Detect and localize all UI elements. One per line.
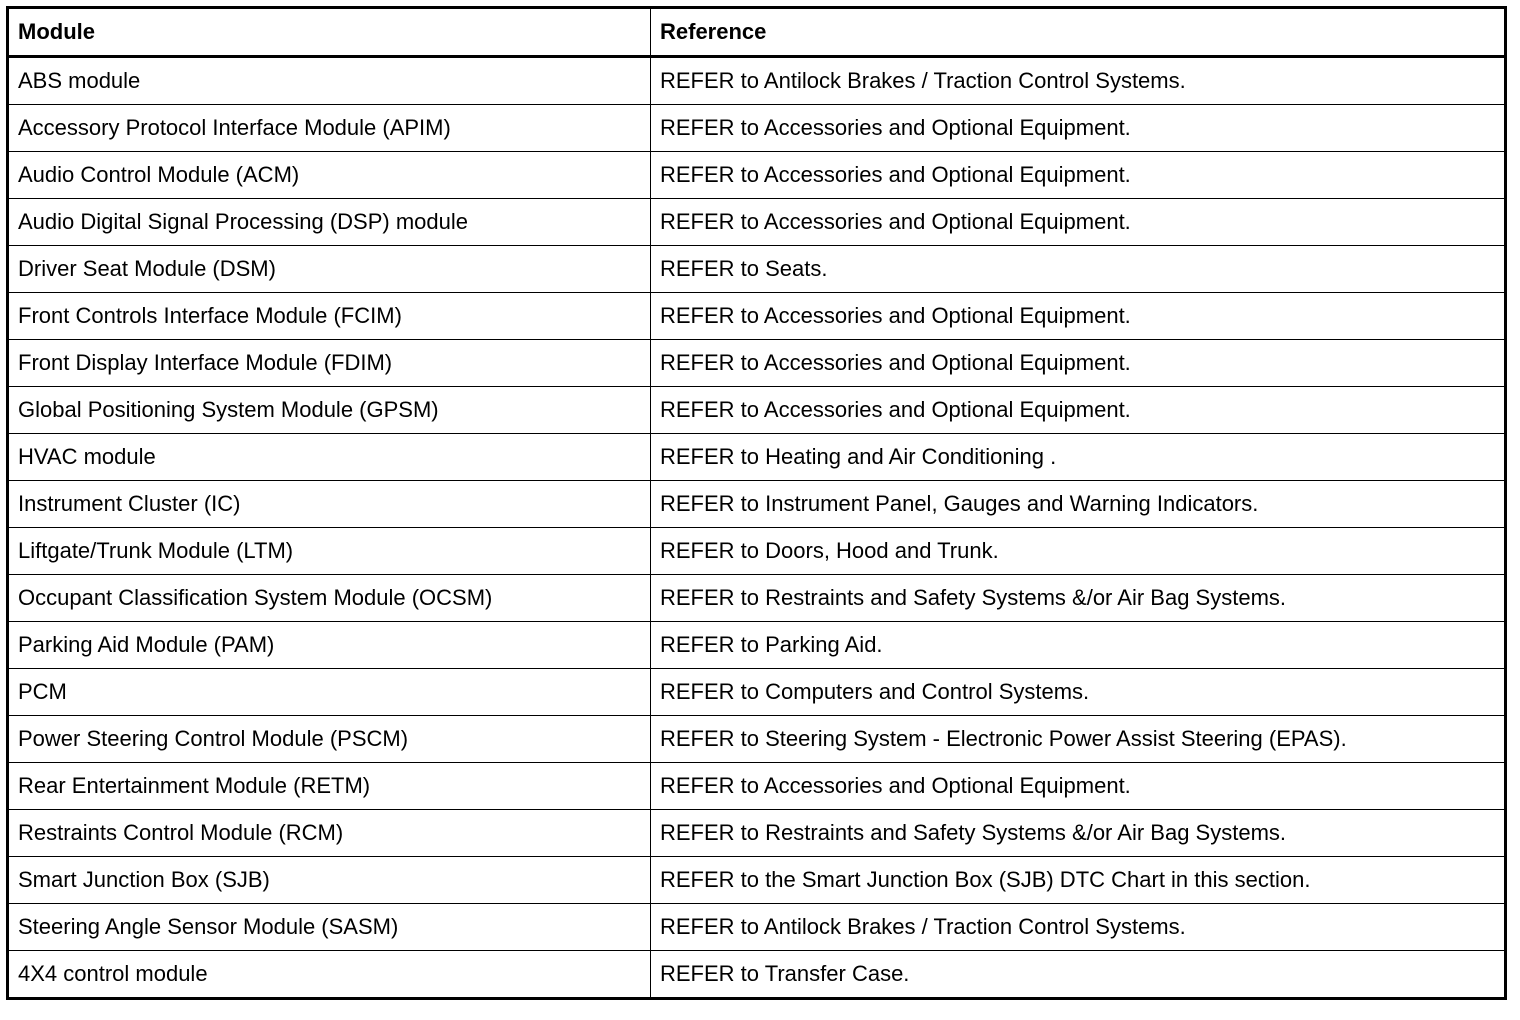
table-row (8, 246, 1506, 293)
column-header-module: Module (8, 8, 651, 57)
module-cell: Accessory Protocol Interface Module (APIM) (8, 105, 651, 152)
table-row (8, 669, 1506, 716)
module-cell: PCM (8, 669, 651, 716)
reference-cell: REFER to Accessories and Optional Equipment. (651, 293, 1506, 340)
column-header-reference: Reference (651, 8, 1506, 57)
reference-cell: REFER to Accessories and Optional Equipment. (651, 763, 1506, 810)
module-cell: HVAC module (8, 434, 651, 481)
table-row (8, 622, 1506, 669)
header-row (8, 8, 1506, 57)
reference-cell: REFER to Accessories and Optional Equipment. (651, 199, 1506, 246)
table-row (8, 575, 1506, 622)
reference-cell: REFER to Accessories and Optional Equipment. (651, 387, 1506, 434)
reference-cell: REFER to Accessories and Optional Equipment. (651, 152, 1506, 199)
table-row (8, 199, 1506, 246)
table-row (8, 340, 1506, 387)
module-cell: Restraints Control Module (RCM) (8, 810, 651, 857)
module-cell: Audio Digital Signal Processing (DSP) module (8, 199, 651, 246)
table-header (8, 8, 1506, 57)
table-row (8, 293, 1506, 340)
module-cell: Front Controls Interface Module (FCIM) (8, 293, 651, 340)
module-cell: Power Steering Control Module (PSCM) (8, 716, 651, 763)
table-row (8, 387, 1506, 434)
reference-cell: REFER to Heating and Air Conditioning . (651, 434, 1506, 481)
module-cell: Liftgate/Trunk Module (LTM) (8, 528, 651, 575)
module-cell: Occupant Classification System Module (OCSM) (8, 575, 651, 622)
module-cell: Smart Junction Box (SJB) (8, 857, 651, 904)
table-row (8, 904, 1506, 951)
table-row (8, 716, 1506, 763)
reference-cell: REFER to Restraints and Safety Systems &/or Air Bag Systems. (651, 810, 1506, 857)
table-row (8, 105, 1506, 152)
module-cell: Parking Aid Module (PAM) (8, 622, 651, 669)
reference-cell: REFER to Parking Aid. (651, 622, 1506, 669)
reference-cell: REFER to Accessories and Optional Equipment. (651, 340, 1506, 387)
module-cell: ABS module (8, 57, 651, 105)
table-row (8, 528, 1506, 575)
module-cell: Instrument Cluster (IC) (8, 481, 651, 528)
table-body (8, 57, 1506, 999)
reference-cell: REFER to Instrument Panel, Gauges and Warning Indicators. (651, 481, 1506, 528)
reference-cell: REFER to Antilock Brakes / Traction Control Systems. (651, 57, 1506, 105)
reference-cell: REFER to Accessories and Optional Equipment. (651, 105, 1506, 152)
module-cell: Front Display Interface Module (FDIM) (8, 340, 651, 387)
reference-cell: REFER to the Smart Junction Box (SJB) DTC Chart in this section. (651, 857, 1506, 904)
module-cell: 4X4 control module (8, 951, 651, 999)
table-row (8, 763, 1506, 810)
module-reference-table (6, 6, 1507, 1000)
module-cell: Rear Entertainment Module (RETM) (8, 763, 651, 810)
table-row (8, 951, 1506, 999)
reference-cell: REFER to Antilock Brakes / Traction Control Systems. (651, 904, 1506, 951)
table-row (8, 152, 1506, 199)
module-cell: Audio Control Module (ACM) (8, 152, 651, 199)
module-cell: Driver Seat Module (DSM) (8, 246, 651, 293)
table-row (8, 810, 1506, 857)
module-cell: Steering Angle Sensor Module (SASM) (8, 904, 651, 951)
reference-cell: REFER to Doors, Hood and Trunk. (651, 528, 1506, 575)
reference-cell: REFER to Computers and Control Systems. (651, 669, 1506, 716)
table-row (8, 57, 1506, 105)
reference-cell: REFER to Restraints and Safety Systems &/or Air Bag Systems. (651, 575, 1506, 622)
table-row (8, 434, 1506, 481)
module-cell: Global Positioning System Module (GPSM) (8, 387, 651, 434)
table-row (8, 481, 1506, 528)
reference-cell: REFER to Transfer Case. (651, 951, 1506, 999)
reference-cell: REFER to Steering System - Electronic Power Assist Steering (EPAS). (651, 716, 1506, 763)
table-row (8, 857, 1506, 904)
reference-cell: REFER to Seats. (651, 246, 1506, 293)
